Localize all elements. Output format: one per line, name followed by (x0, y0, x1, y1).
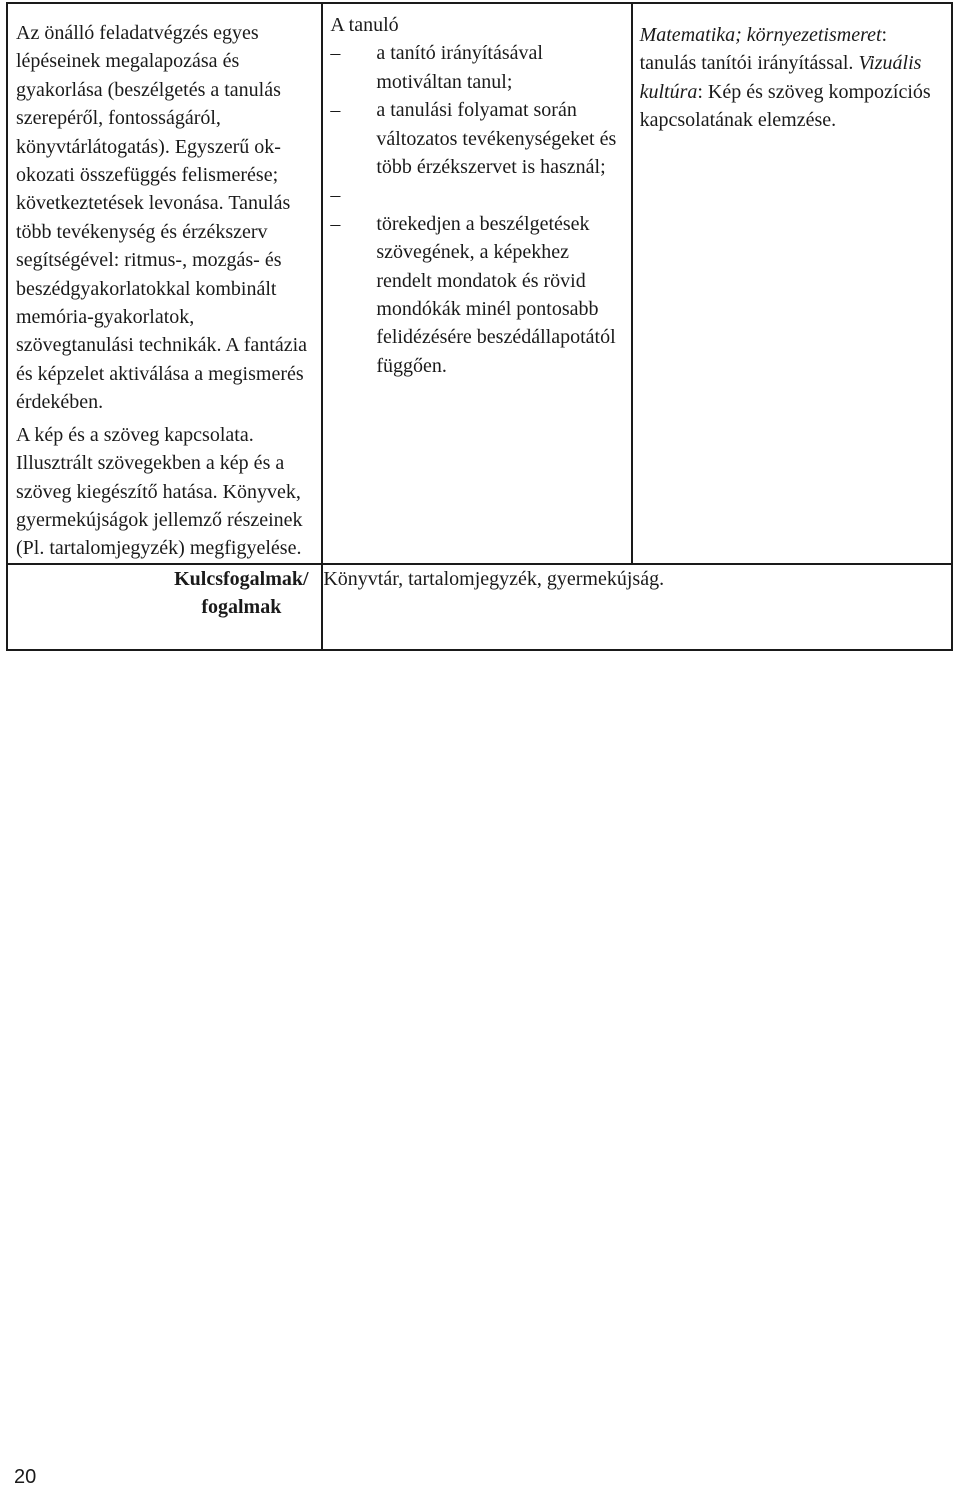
dash-bullet: – (330, 184, 341, 207)
connection-text: : Kép és szöveg kompozíciós kapcsolatának elemzése. (639, 80, 931, 132)
keywords-value: Könyvtár, tartalomjegyzék, gyermekújság. (323, 567, 665, 590)
content-paragraph: A kép és a szöveg kapcsolata. Illusztrált szövegekben a kép és a szöveg kiegészítő hatása. Könyvek, gyermekújságok jellemző részeinek (Pl. tartalomjegyzék) megfigyelése. (16, 423, 303, 560)
subject-name: Matematika; környezetismeret (639, 24, 882, 46)
list-item (330, 181, 626, 209)
keywords-row (7, 564, 952, 650)
content-paragraph: Az önálló feladatvégzés egyes lépéseinek megalapozása és gyakorlása (beszélgetés a tanulás szerepéről, fontosságáról, könyvtárlátogatás). Egyszerű ok-okozati összefüggés felismerése; következtetések levonása. Tanulás több tevékenység és érzékszerv segítségével: ritmus-, mozgás- és beszédgyakorlatokkal kombinált memória-gyakorlatok, szövegtanulási technikák. A fantázia és képzelet aktiválása a megismerés érdekében. (16, 22, 308, 414)
keywords-value-cell (322, 564, 952, 650)
outcomes-list (330, 39, 626, 380)
keywords-label-cell (7, 564, 322, 650)
outcomes-column (322, 3, 631, 564)
outcomes-intro: A tanuló (330, 14, 399, 36)
connections-column (632, 3, 952, 564)
keywords-label: Kulcsfogalmak/ fogalmak (174, 567, 309, 619)
subject-name: Vizuális kultúra (639, 52, 922, 103)
list-item-text: törekedjen a beszélgetések szövegének, a képekhez rendelt mondatok és rövid mondókák minél pontosabb felidézésére beszédállapotától függően. (376, 212, 616, 377)
list-item (330, 39, 626, 96)
connections-paragraph (640, 21, 945, 135)
list-item (330, 96, 626, 181)
list-item-text: a tanulási folyamat során változatos tevékenységeket és több érzékszervet is használ; (376, 99, 617, 179)
dash-bullet: – (330, 99, 341, 122)
curriculum-table (6, 2, 953, 651)
dash-bullet: – (330, 212, 341, 235)
list-item-text (376, 181, 626, 209)
connection-text: : tanulás tanítói irányítással. (639, 24, 888, 75)
content-row (7, 3, 952, 564)
dash-bullet: – (330, 42, 341, 65)
page-number: 20 (14, 1466, 37, 1488)
list-item-text: a tanító irányításával motiváltan tanul; (376, 42, 543, 93)
list-item (330, 210, 626, 380)
content-column (7, 3, 322, 564)
